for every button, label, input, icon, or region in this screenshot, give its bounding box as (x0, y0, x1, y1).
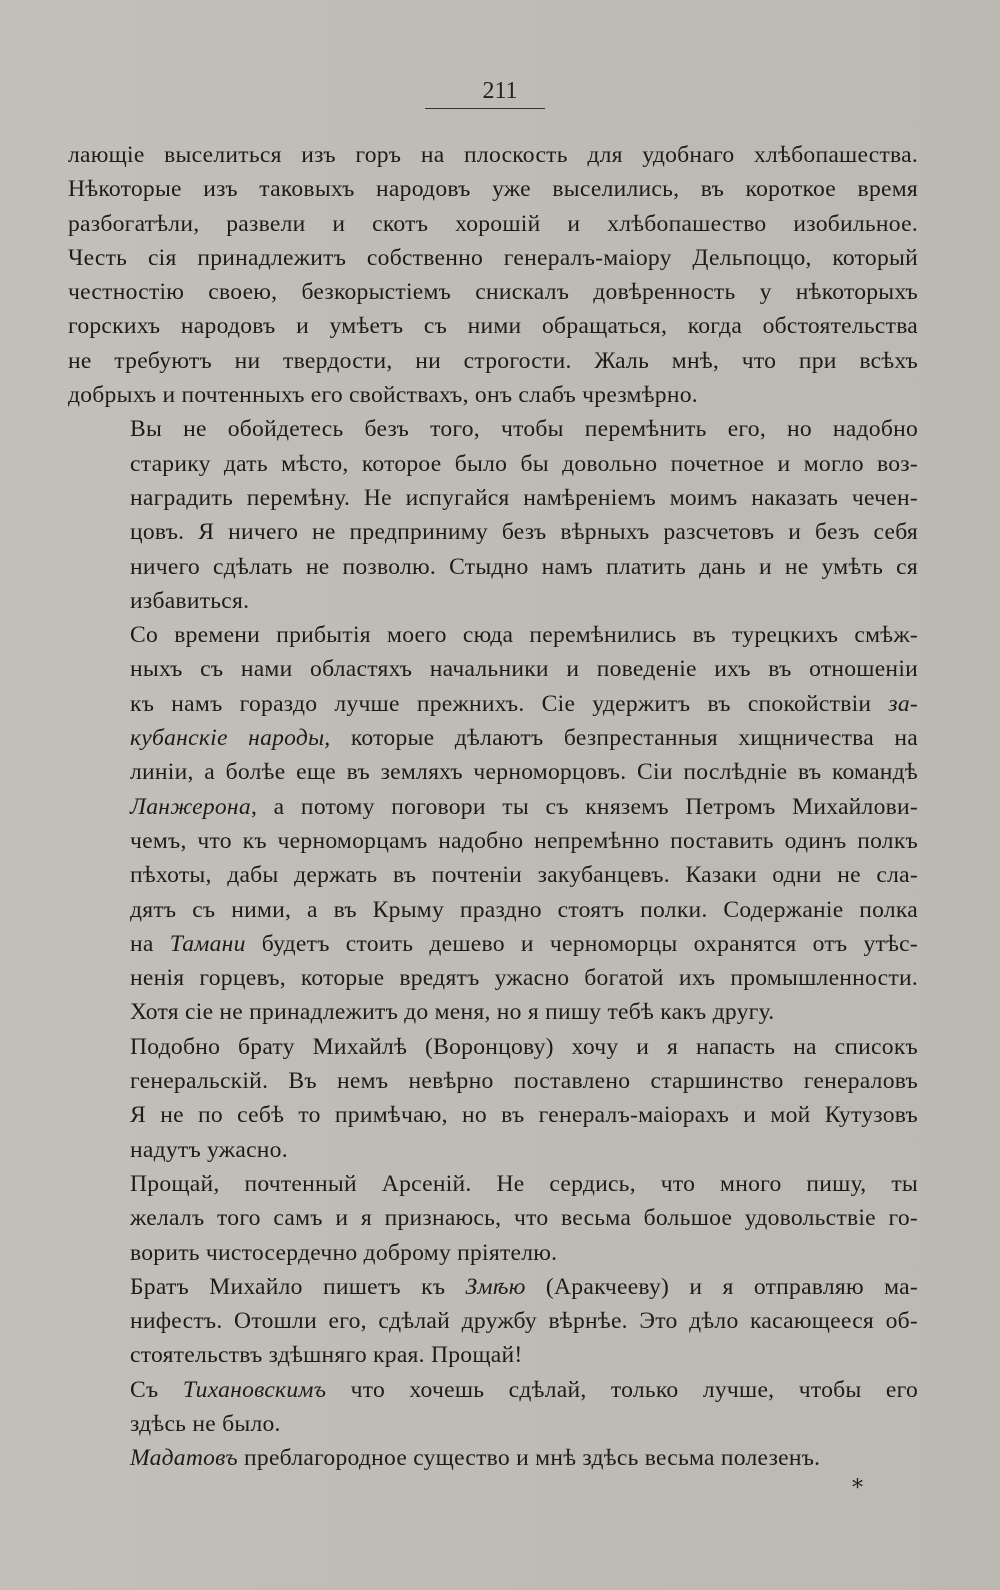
italic-text: Змѣю (465, 1273, 526, 1300)
paragraph (68, 138, 918, 412)
text-line (68, 721, 918, 755)
text-run: не требуютъ ни твердости, ни строгости. Жаль мнѣ, что при всѣхъ (68, 347, 918, 374)
text-run: надутъ ужасно. (130, 1136, 288, 1163)
text-line (68, 1236, 918, 1270)
text-run: на (130, 930, 170, 957)
text-line (68, 1064, 918, 1098)
text-line (68, 893, 918, 927)
text-run: которые дѣлаютъ безпрестанныя хищничества на (330, 725, 918, 752)
text-run: честностію своею, безкорыстіемъ снискалъ довѣренность у нѣкоторыхъ (68, 279, 918, 306)
footnote-mark: * (852, 1476, 863, 1501)
text-run: линіи, а болѣе еще въ земляхъ черноморцовъ. Сіи послѣдніе въ командѣ (130, 759, 918, 786)
text-run: наградить перемѣну. Не испугайся намѣреніемъ моимъ наказать чечен- (130, 484, 918, 511)
page-number: 211 (482, 78, 518, 104)
paragraph (68, 618, 918, 1030)
text-line (68, 1441, 918, 1475)
paragraph (68, 1441, 918, 1475)
paragraph (68, 1270, 918, 1373)
paragraph (68, 1167, 918, 1270)
text-line (68, 618, 918, 652)
text-line (68, 1030, 918, 1064)
text-run: ненія горцевъ, которые вредятъ ужасно богатой ихъ промышленности. (130, 965, 918, 992)
text-line (68, 207, 918, 241)
body-text (68, 138, 918, 1476)
text-line (68, 1304, 918, 1338)
text-run: здѣсь не было. (130, 1410, 281, 1437)
text-line (68, 1338, 918, 1372)
text-line (68, 275, 918, 309)
text-run: горскихъ народовъ и умѣетъ съ ними обращаться, когда обстоятельства (68, 313, 918, 340)
text-run: генеральскій. Въ немъ невѣрно поставлено старшинство генераловъ (130, 1068, 918, 1095)
text-run: преблагородное существо и мнѣ здѣсь весьма полезенъ. (237, 1445, 821, 1472)
text-run: нифестъ. Отошли его, сдѣлай дружбу вѣрнѣе. Это дѣло касающееся об- (130, 1308, 918, 1335)
header-rule (425, 108, 545, 109)
italic-text: кубанскіе народы, (130, 725, 331, 752)
paragraph (68, 1373, 918, 1442)
text-run: Хотя сіе не принадлежитъ до меня, но я пишу тебѣ какъ другу. (130, 999, 775, 1026)
text-run: цовъ. Я ничего не предприниму безъ вѣрныхъ разсчетовъ и безъ себя (130, 519, 918, 546)
italic-text: Тихановскимъ (182, 1376, 327, 1403)
text-line (68, 995, 918, 1029)
text-run: Подобно брату Михайлѣ (Воронцову) хочу и я напасть на списокъ (130, 1033, 918, 1060)
text-line (68, 1270, 918, 1304)
text-line (68, 378, 918, 412)
text-line (68, 515, 918, 549)
text-run: желалъ того самъ и я признаюсь, что весьма большое удовольствіе го- (130, 1205, 918, 1232)
text-line (68, 309, 918, 343)
text-run: пѣхоты, дабы держать въ почтеніи закубанцевъ. Казаки одни не сла- (130, 862, 918, 889)
text-line (68, 412, 918, 446)
text-line (68, 1167, 918, 1201)
text-run: что хочешь сдѣлай, только лучше, чтобы его (326, 1376, 918, 1403)
paragraph (68, 412, 918, 618)
text-line (68, 824, 918, 858)
text-line (68, 652, 918, 686)
text-line (68, 172, 918, 206)
text-run: (Аракчееву) и я отправляю ма- (525, 1273, 918, 1300)
text-line (68, 858, 918, 892)
text-run: будетъ стоить дешево и черноморцы охранятся отъ утѣс- (245, 930, 918, 957)
text-line (68, 447, 918, 481)
text-line (68, 1133, 918, 1167)
text-run: Вы не обойдетесь безъ того, чтобы перемѣнить его, но надобно (130, 416, 918, 443)
text-line (68, 550, 918, 584)
text-run: ничего сдѣлать не позволю. Стыдно намъ платить дань и не умѣть ся (130, 553, 918, 580)
text-line (68, 1201, 918, 1235)
text-run: разбогатѣли, развели и скотъ хорошій и хлѣбопашество изобильное. (68, 210, 918, 237)
text-run: Братъ Михайло пишетъ къ (130, 1273, 466, 1300)
text-line (68, 1407, 918, 1441)
text-run: лающіе выселиться изъ горъ на плоскость для удобнаго хлѣбопашества. (68, 142, 918, 168)
italic-text: Мадатовъ (130, 1445, 238, 1472)
paragraph (68, 1030, 918, 1167)
text-line (68, 344, 918, 378)
text-run: дятъ съ ними, а въ Крыму праздно стоятъ полки. Содержаніе полка (130, 896, 918, 923)
text-run: къ намъ гораздо лучше прежнихъ. Сіе удержитъ въ спокойствіи (130, 690, 889, 717)
text-run: Со времени прибытія моего сюда перемѣнились въ турецкихъ смѣж- (130, 622, 918, 649)
italic-text: за- (888, 690, 918, 717)
text-run: чемъ, что къ черноморцамъ надобно непремѣнно поставить одинъ полкъ (130, 827, 918, 854)
text-line (68, 584, 918, 618)
text-run: стоятельствъ здѣшняго края. Прощай! (130, 1342, 523, 1369)
text-run: избавиться. (130, 587, 250, 614)
text-line (68, 755, 918, 789)
text-run: Съ (130, 1376, 183, 1403)
text-run: старику дать мѣсто, которое было бы довольно почетное и могло воз- (130, 450, 918, 477)
italic-text: Тамани (169, 930, 246, 957)
text-line (68, 687, 918, 721)
text-run: ныхъ съ нами областяхъ начальники и поведеніе ихъ въ отношеніи (130, 656, 918, 683)
text-line (68, 927, 918, 961)
text-line (68, 1373, 918, 1407)
text-run: добрыхъ и почтенныхъ его свойствахъ, онъ слабъ чрезмѣрно. (68, 382, 698, 409)
text-line (68, 241, 918, 275)
text-run: Я не по себѣ то примѣчаю, но въ генералъ-маіорахъ и мой Кутузовъ (130, 1102, 918, 1129)
text-run: Прощай, почтенный Арсеній. Не сердись, что много пишу, ты (130, 1170, 918, 1197)
text-run: Честь сія принадлежитъ собственно генералъ-маіору Дельпоццо, который (68, 244, 918, 271)
text-run: Нѣкоторые изъ таковыхъ народовъ уже выселились, въ короткое время (68, 176, 918, 203)
italic-text: Ланжерона (130, 793, 251, 820)
text-line (68, 790, 918, 824)
text-line (68, 481, 918, 515)
text-line (68, 961, 918, 995)
text-run: ворить чистосердечно доброму пріятелю. (130, 1239, 558, 1266)
text-line (68, 1098, 918, 1132)
text-line (68, 138, 918, 172)
text-run: , а потому поговори ты съ княземъ Петромъ Михайлови- (250, 793, 918, 820)
